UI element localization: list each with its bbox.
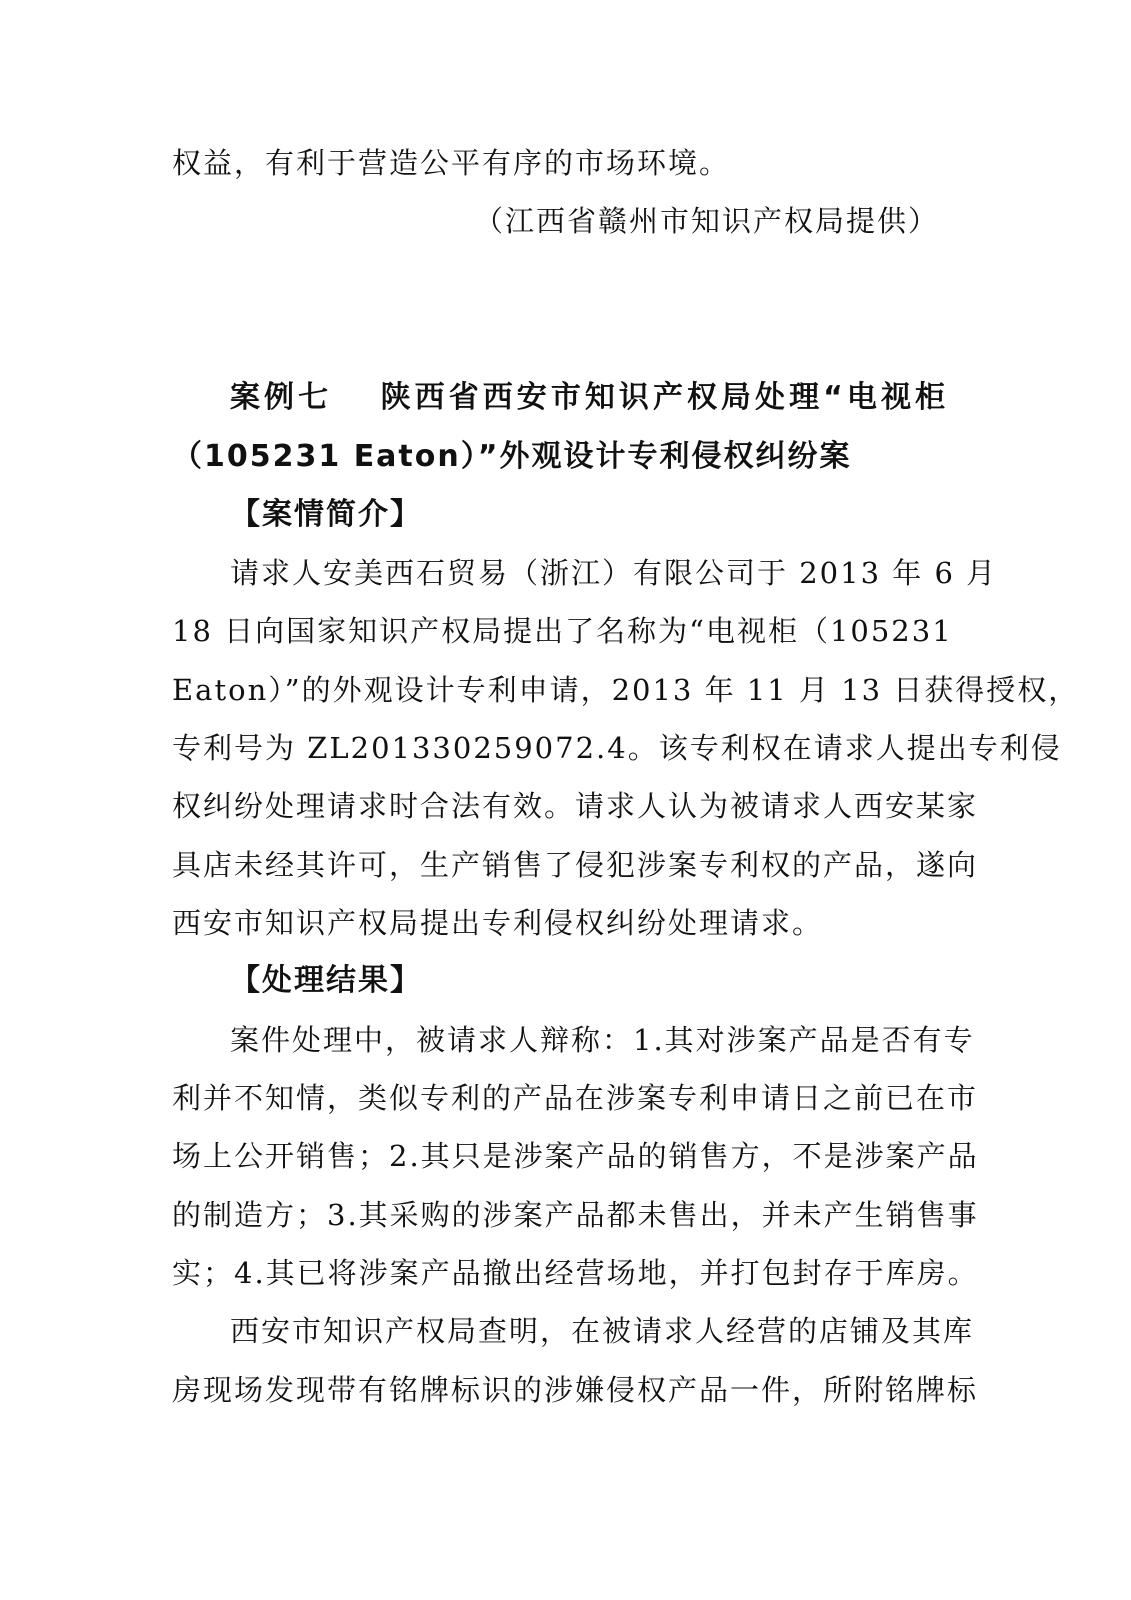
summary-line: 专利号为 ZL201330259072.4。该专利权在请求人提出专利侵 — [172, 731, 1062, 765]
summary-line: 请求人安美西石贸易（浙江）有限公司于 2013 年 6 月 — [230, 556, 998, 590]
result-line: 案件处理中，被请求人辩称：1.其对涉案产品是否有专 — [230, 1023, 975, 1057]
result-line: 实；4.其已将涉案产品撤出经营场地，并打包封存于库房。 — [172, 1256, 979, 1290]
section-heading-summary: 【案情简介】 — [230, 497, 422, 532]
result-line: 西安市知识产权局查明，在被请求人经营的店铺及其库 — [230, 1314, 975, 1348]
summary-line: 西安市知识产权局提出专利侵权纠纷处理请求。 — [172, 906, 824, 940]
case-title-line-2: （105231 Eaton）”外观设计专利侵权纠纷案 — [172, 439, 852, 474]
summary-line: 18 日向国家知识产权局提出了名称为“电视柜（105231 — [172, 614, 953, 648]
previous-paragraph-tail: 权益，有利于营造公平有序的市场环境。 — [172, 146, 731, 180]
case-title-line-1: 案例七 陕西省西安市知识产权局处理“电视柜 — [230, 380, 947, 415]
section-heading-result: 【处理结果】 — [230, 963, 422, 998]
result-line: 的制造方；3.其采购的涉案产品都未售出，并未产生销售事 — [172, 1198, 979, 1232]
result-line: 房现场发现带有铭牌标识的涉嫌侵权产品一件，所附铭牌标 — [172, 1373, 979, 1407]
summary-line: Eaton）”的外观设计专利申请，2013 年 11 月 13 日获得授权， — [172, 673, 1080, 707]
result-line: 利并不知情，类似专利的产品在涉案专利申请日之前已在市 — [172, 1081, 979, 1115]
summary-line: 权纠纷处理请求时合法有效。请求人认为被请求人西安某家 — [172, 789, 979, 823]
source-attribution: （江西省赣州市知识产权局提供） — [473, 204, 939, 238]
summary-line: 具店未经其许可，生产销售了侵犯涉案专利权的产品，遂向 — [172, 848, 979, 882]
result-line: 场上公开销售；2.其只是涉案产品的销售方，不是涉案产品 — [172, 1139, 979, 1173]
